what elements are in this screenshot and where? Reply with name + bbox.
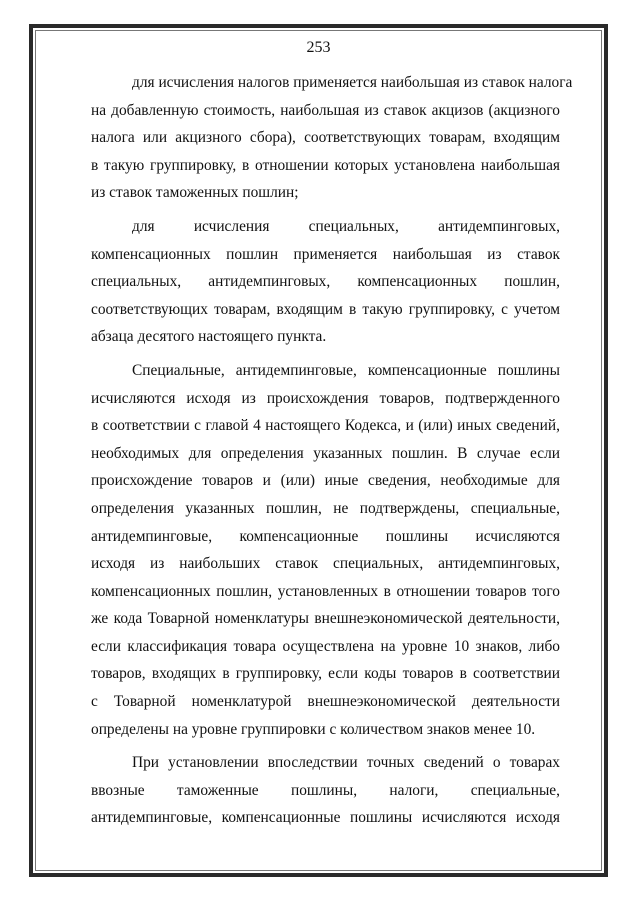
text-line: Специальные, антидемпинговые, компенсационные пошлины [132, 361, 560, 379]
text-line: антидемпинговые, компенсационные пошлины исчисляются исходя [91, 809, 560, 827]
text-line: в соответствии с главой 4 настоящего Кодекса, и (или) иных сведений, [91, 417, 560, 435]
text-line: При установлении впоследствии точных сведений о товарах [132, 754, 560, 772]
text-line: антидемпинговые, компенсационные пошлины исчисляются [91, 527, 560, 545]
document-body [91, 69, 573, 832]
text-line: товаров, входящих в группировку, если коды товаров в соответствии [91, 665, 560, 683]
text-line: компенсационных пошлин применяется наибольшая из ставок [91, 245, 560, 263]
text-line: абзаца десятого настоящего пункта. [91, 328, 327, 346]
text-line: компенсационных пошлин, установленных в отношении товаров того [91, 582, 560, 600]
text-line: соответствующих товарам, входящим в такую группировку, с учетом [91, 300, 560, 318]
text-line: для исчисления налогов применяется наибольшая из ставок налога [132, 74, 573, 91]
text-line: из ставок таможенных пошлин; [91, 184, 299, 202]
paragraph-3 [91, 357, 560, 743]
text-line: специальных, антидемпинговых, компенсационных пошлин, [91, 273, 560, 291]
text-line: исходя из наибольших ставок специальных, антидемпинговых, [91, 555, 560, 573]
text-line: происхождение товаров и (или) иные сведения, необходимые для [91, 472, 560, 490]
paragraph-4 [91, 749, 560, 832]
paragraph-1 [91, 69, 573, 207]
text-line: налога или акцизного сбора), соответствующих товарам, входящим [91, 129, 560, 147]
text-line: определены на уровне группировки с количеством знаков менее 10. [91, 720, 536, 738]
text-line: исчисляются исходя из происхождения товаров, подтвержденного [91, 389, 560, 407]
text-line: для исчисления специальных, антидемпинговых, [132, 217, 560, 235]
text-line: определения указанных пошлин, не подтверждены, специальные, [91, 499, 560, 517]
text-line: с Товарной номенклатурой внешнеэкономической деятельности [91, 693, 560, 711]
text-line: если классификация товара осуществлена на уровне 10 знаков, либо [91, 637, 560, 655]
text-line: необходимых для определения указанных пошлин. В случае если [91, 444, 560, 462]
text-line: же кода Товарной номенклатуры внешнеэкономической деятельности, [91, 610, 560, 628]
paragraph-2 [91, 213, 560, 351]
page-number: 253 [306, 39, 331, 56]
page-frame [29, 24, 608, 877]
text-line: на добавленную стоимость, наибольшая из ставок акцизов (акцизного [91, 101, 560, 119]
text-line: в такую группировку, в отношении которых установлена наибольшая [91, 156, 560, 174]
text-line: ввозные таможенные пошлины, налоги, специальные, [91, 781, 560, 799]
